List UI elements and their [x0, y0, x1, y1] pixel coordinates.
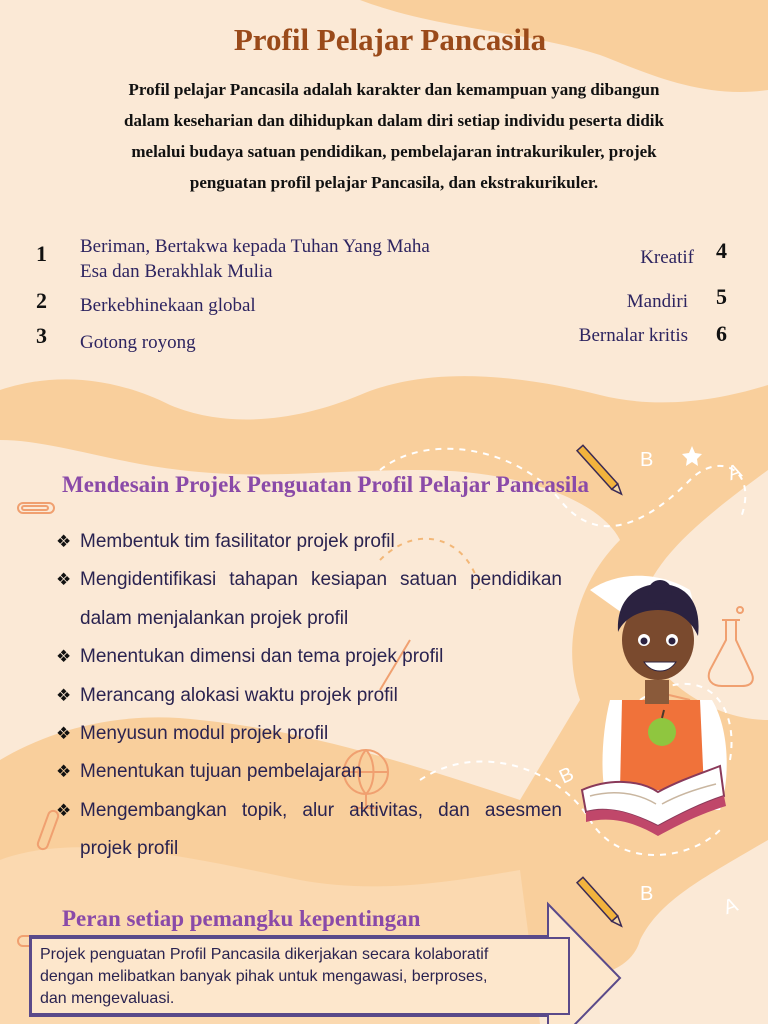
list-item-text: Menentukan dimensi dan tema projek profil: [80, 646, 444, 668]
intro-line: Profil pelajar Pancasila adalah karakter dan kemampuan yang dibangun: [128, 80, 660, 99]
design-section-heading: Mendesain Projek Penguatan Profil Pelajar Pancasila: [62, 472, 590, 497]
list-item-text: Menentukan tujuan pembelajaran: [80, 761, 363, 783]
intro-paragraph: [60, 74, 728, 198]
diamond-bullet-icon: ❖: [56, 724, 72, 744]
roles-description-line: dengan melibatkan banyak pihak untuk mengawasi, berproses,: [40, 968, 488, 985]
list-item: [56, 638, 562, 676]
flask-icon: [709, 607, 753, 686]
decor-letter-b-3: B: [640, 883, 654, 905]
list-item-text: Mengembangkan topik, alur aktivitas, dan asesmen projek profil: [80, 799, 562, 860]
dimension-number-6: 6: [716, 321, 727, 346]
intro-line: dalam keseharian dan dihidupkan dalam diri setiap individu peserta didik: [124, 111, 664, 130]
list-item-text: Mengidentifikasi tahapan kesiapan satuan pendidikan dalam menjalankan projek profil: [80, 569, 562, 629]
dimension-number-1: 1: [36, 241, 47, 266]
roles-section-heading: Peran setiap pemangku kepentingan: [62, 906, 421, 931]
diamond-bullet-icon: ❖: [56, 762, 72, 782]
dimension-number-2: 2: [36, 288, 47, 313]
list-item: [56, 792, 562, 869]
list-item-text: Membentuk tim fasilitator projek profil: [80, 531, 395, 552]
dimension-label-2: Berkebhinekaan global: [80, 295, 256, 316]
dimension-label-5: Mandiri: [626, 291, 688, 312]
decor-letter-a-2: A: [720, 893, 741, 920]
dimension-label-3: Gotong royong: [80, 332, 196, 353]
dimension-label-line: Beriman, Bertakwa kepada Tuhan Yang Maha: [80, 236, 430, 257]
list-item: [56, 753, 562, 791]
page-title: Profil Pelajar Pancasila: [233, 22, 547, 57]
dimension-number-3: 3: [36, 323, 47, 348]
list-item-text: Menyusun modul projek profil: [80, 723, 329, 745]
diamond-bullet-icon: ❖: [56, 647, 72, 667]
decor-letter-a-1: A: [724, 459, 745, 486]
intro-line: melalui budaya satuan pendidikan, pembelajaran intrakurikuler, projek: [131, 142, 657, 161]
diamond-bullet-icon: ❖: [56, 532, 72, 551]
decor-letter-b-2: B: [555, 762, 578, 789]
list-item: [56, 715, 562, 753]
list-item: [56, 561, 562, 638]
decor-letter-b-1: B: [640, 449, 654, 471]
list-item: [56, 523, 562, 561]
dimension-label-6: Bernalar kritis: [578, 325, 688, 346]
list-item: [56, 677, 562, 715]
diamond-bullet-icon: ❖: [56, 800, 72, 820]
roles-description-line: dan mengevaluasi.: [40, 990, 175, 1007]
intro-line: penguatan profil pelajar Pancasila, dan ekstrakurikuler.: [189, 173, 599, 192]
roles-description-line: Projek penguatan Profil Pancasila dikerjakan secara kolaboratif: [40, 946, 489, 963]
diamond-bullet-icon: ❖: [56, 685, 72, 705]
diamond-bullet-icon: ❖: [56, 570, 72, 590]
dimension-label-1: [80, 234, 430, 284]
dimension-number-5: 5: [716, 284, 727, 309]
roles-description-box: [30, 937, 570, 1015]
dimension-number-4: 4: [716, 238, 727, 263]
design-steps-list: [56, 523, 562, 869]
dimension-label-4: Kreatif: [640, 247, 694, 268]
paperclip-icon: [18, 503, 54, 513]
dimension-label-line: Esa dan Berakhlak Mulia: [80, 261, 273, 282]
list-item-text: Merancang alokasi waktu projek profil: [80, 684, 398, 706]
